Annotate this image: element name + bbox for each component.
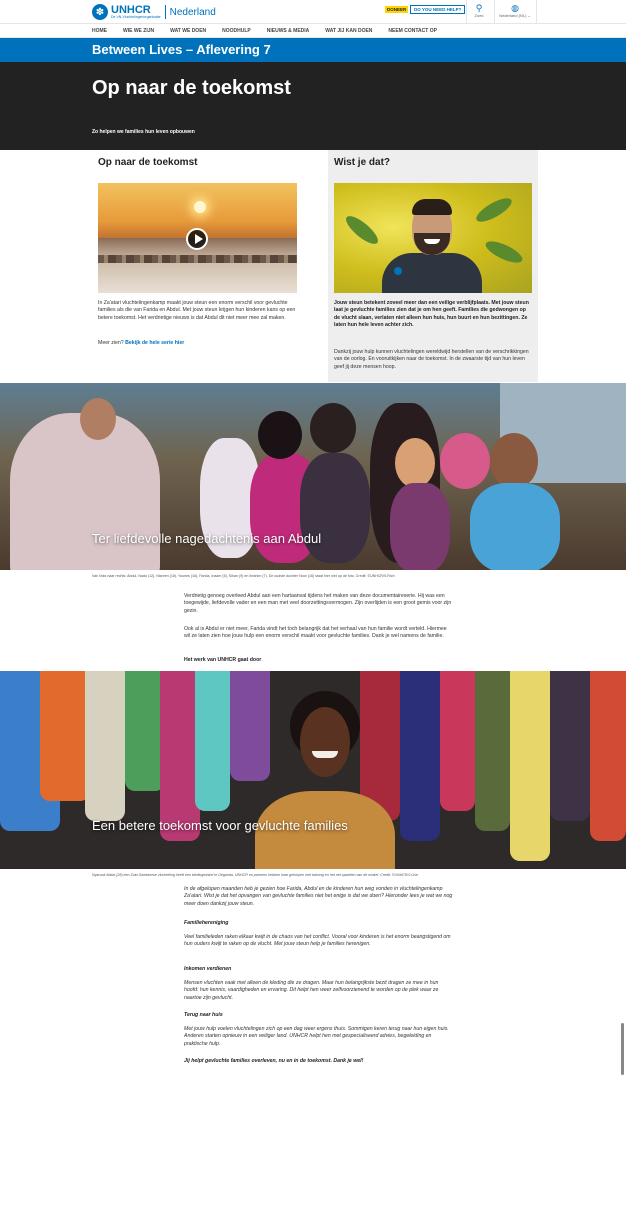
nav-item-nieuws-media[interactable]: NIEUWS & MEDIA — [266, 28, 310, 34]
logo-country: Nederland — [169, 6, 216, 18]
more-prefix: Meer zien? — [98, 340, 124, 346]
language-label: Nederland (NL) ⌄ — [499, 13, 531, 18]
abdul-paragraph-2: Ook al is Abdul er niet meer, Farida vindt het toch belangrijk dat het verhaal van hun familie wordt verteld. Hiermee wil ze laten zien hoe jouw hulp een enorm verschil maakt voor gevluchte families. Dank je wel namens de familie. — [184, 626, 447, 640]
page-title: Op naar de toekomst — [92, 77, 291, 99]
boy-face — [490, 433, 538, 489]
clothing-item — [195, 671, 230, 811]
clothing-item — [160, 671, 200, 841]
video-card — [92, 150, 305, 382]
need-help-button[interactable]: DO YOU NEED HELP? — [410, 5, 465, 14]
person-hair — [412, 199, 452, 215]
main-nav — [0, 24, 626, 38]
search-label: Zoek — [474, 13, 484, 18]
unhcr-emblem-icon: ✽ — [92, 4, 108, 20]
search-button[interactable] — [466, 3, 492, 19]
globe-icon: ◍ — [511, 3, 519, 13]
return-home-text: Met jouw hulp voelen vluchtelingen zich op een dag weer ergens thuis. Sommigen keren terug naar hun eigen huis. Anderen starten opnieuw in een veiliger land. UNHCR helpt hen met gespecialiseerd advies, begeleiding en praktische hulp. — [184, 1026, 449, 1047]
logo-text: UNHCR — [111, 4, 151, 16]
shop-photo-caption: Nyaruok Matai (28) een Zuid-Soedanese vluchteling heeft een kledingwinkel in Oeganda. UNHCR en partners hebben haar geholpen met training en het net opzetten van de winkel. Credit: ©UNHCR/J.Ose — [92, 873, 418, 877]
nav-item-wat-jij-kan-doen[interactable]: WAT JIJ KAN DOEN — [325, 28, 373, 34]
child-face — [395, 438, 435, 488]
abdul-paragraph-1: Verdrietig genoeg overleed Abdul aan een hartaanval tijdens het maken van deze documentaireserie. Hij was een toegewijde, liefdevolle vader en een man met veel doorzettingsvermogen. Zijn overlijden is een groot gemis voor zijn gezin. — [184, 593, 452, 614]
video-thumbnail[interactable] — [98, 183, 297, 293]
father-figure — [10, 413, 160, 570]
search-icon: ⚲ — [475, 3, 483, 13]
nav-item-home[interactable]: HOME — [92, 28, 107, 34]
woman-face — [300, 707, 350, 777]
donate-button[interactable]: DONEER — [387, 7, 407, 12]
clothing-item — [125, 671, 165, 791]
did-you-know-bold: Jouw steun betekent zoveel meer dan een veilige verblijfplaats. Met jouw steun laat je gevluchte families zien dat je om hen geeft. Families die gedwongen op de vlucht slaan, verlaten niet alleen hun huis, hun buurt en hun bezittingen. Ze laten hun hele leven achter zich. — [334, 300, 529, 329]
income-text: Mensen vluchten vaak met alleen de kleding die ze dragen. Maar hun belangrijkste bezit dragen ze mee in hun hoofd: hun kennis, vaardigheden en ervaring. Dit helpt hen weer zelfvoorzienend te worden op de plek waar ze naartoe zijn gevlucht. — [184, 980, 439, 1001]
clothing-item — [510, 671, 550, 861]
episode-bar — [0, 38, 626, 62]
family-reunion-text: Veel familieleden raken elkaar kwijt in de chaos van het conflict. Vooral voor kinderen is het enorm beangstigend om hun ouders kwijt te raken op de vlucht. Met jouw steun help je families herenigen. — [184, 934, 451, 948]
clothing-item — [590, 671, 626, 841]
shop-photo — [0, 671, 626, 869]
scrollbar-thumb[interactable] — [621, 1023, 624, 1075]
nav-item-wie-we-zijn[interactable]: WIE WE ZIJN — [123, 28, 155, 34]
clothing-item — [40, 671, 90, 801]
did-you-know-card — [328, 150, 538, 382]
family-photo — [0, 383, 626, 570]
episode-title: Between Lives – Aflevering 7 — [92, 42, 271, 57]
family-photo-caption: Van links naar rechts: Abdul, Nada (12), Nisreen (18), Younes (16), Farida, Inaam (5), Sihan (9) en Ibrahim (7). De oudste dochter Noor (16) staat hier niet op de foto. Credit: ©UNHCR/S.Rich — [92, 574, 395, 578]
logo-separator — [165, 5, 166, 19]
staff-portrait — [334, 183, 532, 293]
hero — [0, 62, 626, 150]
hijab-shape — [258, 411, 302, 459]
unhcr-badge-icon — [394, 267, 402, 275]
child-hijab — [440, 433, 490, 489]
person-smile — [424, 239, 440, 244]
clothing-item — [85, 671, 125, 821]
unhcr-logo[interactable] — [92, 3, 216, 21]
unhcr-continues-heading: Het werk van UNHCR gaat door — [184, 657, 262, 663]
family-photo-title: Ter liefdevolle nagedachtenis aan Abdul — [92, 531, 322, 546]
boy-figure — [300, 453, 370, 563]
video-card-title: Op naar de toekomst — [98, 157, 198, 168]
woman-smile — [312, 751, 338, 758]
did-you-know-title: Wist je dat? — [334, 157, 391, 168]
father-head — [80, 398, 116, 440]
family-reunion-heading: Familiehereniging — [184, 920, 229, 926]
shop-photo-title: Een betere toekomst voor gevluchte families — [92, 818, 348, 833]
header-divider — [536, 0, 537, 24]
nav-item-wat-we-doen[interactable]: WAT WE DOEN — [170, 28, 207, 34]
nav-item-noodhulp[interactable]: NOODHULP — [222, 28, 251, 34]
video-card-text: In Za'atari vluchtelingenkamp maakt jouw steun een enorm verschil voor gevluchte families als die van Farida en Abdul. Met jouw steun krijgen hun kinderen kans op een betere toekomst. Het verdrietige nieuws is dat Abdul dit niet meer mee zal maken. — [98, 300, 296, 321]
boy-head — [310, 403, 356, 453]
return-home-heading: Terug naar huis — [184, 1012, 223, 1018]
clothing-item — [475, 671, 510, 831]
clothing-item — [400, 671, 440, 841]
child-clothes — [390, 483, 450, 570]
logo-wordmark — [111, 5, 161, 19]
nav-item-contact[interactable]: NEEM CONTACT OP — [388, 28, 437, 34]
play-icon[interactable] — [186, 228, 208, 250]
clothing-item — [230, 671, 270, 781]
series-link[interactable]: Bekijk de hele serie hier — [125, 340, 185, 346]
did-you-know-text: Dankzij jouw hulp kunnen vluchtelingen wereldwijd herstellen van de verschrikkingen van de oorlog. En vooruitkijken naar de toekomst. In de zwaarste tijd van hun leven geef jij deze mensen hoop. — [334, 349, 529, 370]
more-line — [98, 340, 184, 347]
logo-subtitle: De VN-Vluchtelingenorganisatie — [111, 15, 161, 19]
clothing-item — [440, 671, 475, 811]
site-header — [0, 0, 626, 24]
page-subtitle: Zo helpen we families hun leven opbouwen — [92, 129, 195, 135]
header-divider — [494, 0, 495, 24]
closing-line: Jij helpt gevluchte families overleven, nu en in de toekomst. Dank je wel! — [184, 1058, 364, 1064]
sunset-sun — [194, 201, 206, 213]
clothing-item — [550, 671, 590, 821]
boy-shirt — [470, 483, 560, 570]
future-intro: In de afgelopen maanden heb je gezien hoe Farida, Abdul en de kinderen hun weg vonden in vluchtelingenkamp Za'atari. Wist je dat het opvangen van gevluchte families niet het enige is dat we doen? Hieronder lees je wat we nog meer doen dankzij jouw steun. — [184, 886, 453, 907]
language-selector[interactable] — [498, 3, 532, 19]
income-heading: Inkomen verdienen — [184, 966, 232, 972]
camp-rooftops — [98, 255, 297, 263]
